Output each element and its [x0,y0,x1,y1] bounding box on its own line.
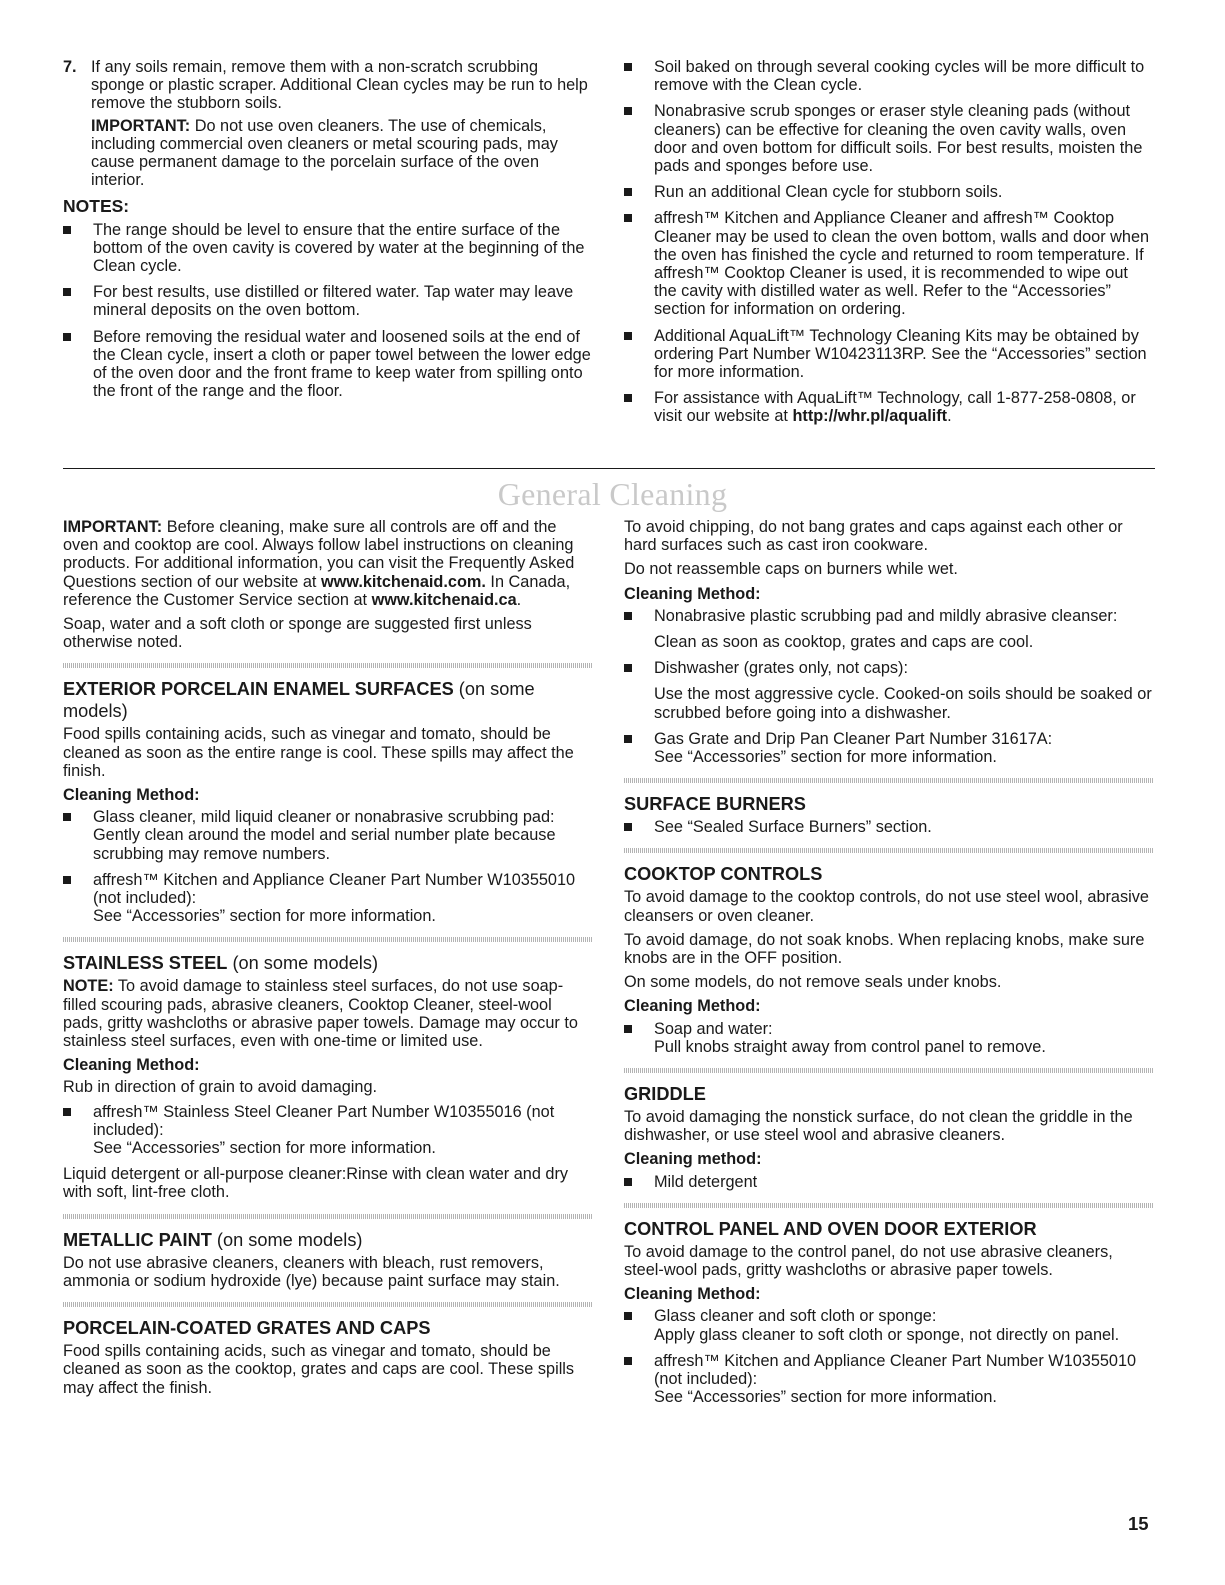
section-title: General Cleaning [497,476,728,512]
liquid-line: Rinse with clean water and dry with soft, lint-free cloth. [63,1165,569,1202]
controls-text: To avoid damage to the cooktop controls, do not use steel wool, abrasive cleansers or oven cleaner. [624,888,1149,925]
bullet-icon [624,188,632,196]
list-item [63,808,593,863]
intro-text: In Canada, reference the Customer Service section at [63,572,571,609]
bottom-right-column [624,518,1154,1415]
step-text: If any soils remain, remove them with a non-scratch scrubbing sponge or plastic scraper. Additional Clean cycles may be run to help remove the stubborn soils. [91,58,588,113]
intro-label: IMPORTANT: [63,518,163,536]
panel-text: To avoid damage to the control panel, do not use abrasive cleaners, steel-wool pads, gritty washcloths or abrasive paper towels. [624,1242,1113,1280]
section-divider [63,468,1155,469]
aqualift-link[interactable]: http://whr.pl/aqualift [792,407,948,426]
griddle-text: To avoid damaging the nonstick surface, do not clean the griddle in the dishwasher, or use steel wool and abrasive cleaners. [624,1108,1133,1145]
metallic-text: Do not use abrasive cleaners, cleaners with bleach, rust removers, ammonia or sodium hydroxide (lye) because paint surface may stain. [63,1253,560,1290]
stainless-note [63,977,593,1050]
chip-text: To avoid chipping, do not bang grates and caps against each other or hard surfaces such as cast iron cookware. [624,518,1123,555]
important-note [91,117,593,190]
bullet-icon [63,333,71,341]
bullet-icon [624,332,632,340]
controls-list [624,1020,1154,1056]
controls-text: On some models, do not remove seals under knobs. [624,973,1002,992]
item-line: Apply glass cleaner to soft cloth or sponge, not directly on panel. [654,1325,1120,1344]
list-item [624,102,1154,175]
important-text: Do not use oven cleaners. The use of chemicals, including commercial oven cleaners or metal scouring pads, may cause permanent damage to the porcelain surface of the oven interior. [91,116,558,190]
item-line: affresh™ Kitchen and Appliance Cleaner Part Number W10355010 (not included): [93,870,576,908]
list-item [624,607,1154,651]
intro-text: Before cleaning, make sure all controls are off and the oven and cooktop are cool. Always follow label instructions on cleaning products. For additional information, you can visit the Frequently Asked Questions section of our website at [63,518,575,591]
soap-paragraph: Soap, water and a soft cloth or sponge are suggested first unless otherwise noted. [63,615,532,652]
liquid-text [63,1165,593,1201]
heading-note: (on some models) [227,953,378,974]
separator [63,663,593,668]
page-number: 15 [1128,1513,1149,1534]
item-line: Soap and water: [654,1019,773,1038]
heading-text: METALLIC PAINT [63,1229,212,1250]
item-line: See “Sealed Surface Burners” section. [654,818,932,837]
bullet-icon [624,1312,632,1320]
step-number: 7. [63,58,77,76]
list-item [624,1020,1154,1056]
item-line: Pull knobs straight away from control panel to remove. [654,1037,1046,1056]
item-line: Use the most aggressive cycle. Cooked-on soils should be soaked or scrubbed before going into a dishwasher. [654,685,1152,722]
top-right-column [624,58,1154,434]
list-item [624,730,1154,766]
list-item [624,1352,1154,1407]
item-line: Nonabrasive plastic scrubbing pad and mildly abrasive cleanser: [654,606,1118,625]
item-line: Gas Grate and Drip Pan Cleaner Part Number 31617A: [654,729,1053,748]
grates-heading: PORCELAIN-COATED GRATES AND CAPS [63,1318,431,1339]
item-line: See “Accessories” section for more information. [93,1139,436,1158]
separator [624,778,1154,783]
exterior-heading [63,678,593,722]
bullet-icon [624,1357,632,1365]
important-label: IMPORTANT: [91,116,191,135]
item-line: See “Accessories” section for more information. [93,907,436,926]
griddle-heading: GRIDDLE [624,1084,706,1105]
intro-text: . [516,590,522,609]
rub-text: Rub in direction of grain to avoid damaging. [63,1078,378,1097]
kitchenaid-link[interactable]: www.kitchenaid.com. [320,572,486,591]
heading-note: (on some models) [63,679,535,722]
notes-heading: NOTES: [63,196,130,217]
item-line: Glass cleaner and soft cloth or sponge: [654,1307,937,1326]
heading-text: EXTERIOR PORCELAIN ENAMEL SURFACES [63,679,454,700]
reassemble-text: Do not reassemble caps on burners while wet. [624,560,958,579]
griddle-list [624,1173,1154,1191]
bullet-icon [624,612,632,620]
notes-list [63,221,593,401]
liquid-line: Liquid detergent or all-purpose cleaner: [63,1165,347,1184]
stainless-list [63,1103,593,1158]
tips-list [624,58,1154,426]
metallic-heading [63,1229,593,1251]
method-label: Cleaning Method: [63,786,200,805]
bullet-icon [63,226,71,234]
top-left-column [63,58,593,408]
intro-paragraph [63,518,593,609]
bullet-icon [624,107,632,115]
method-label: Cleaning method: [624,1150,762,1169]
bottom-left-column [63,518,593,1403]
tip-text: For assistance with AquaLift™ Technology, call 1-877-258-0808, or visit our website at [654,389,1136,426]
controls-heading: COOKTOP CONTROLS [624,864,823,885]
note-text: For best results, use distilled or filtered water. Tap water may leave mineral deposits on the oven bottom. [93,283,574,320]
item-line: Dishwasher (grates only, not caps): [654,659,908,678]
tip-text: Additional AquaLift™ Technology Cleaning Kits may be obtained by ordering Part Number W10423113RP. See the “Accessories” section for more information. [654,326,1147,382]
list-item [63,328,593,401]
panel-list [624,1307,1154,1406]
bullet-icon [624,394,632,402]
separator [624,1203,1154,1208]
list-item [63,871,593,926]
note-text: Before removing the residual water and loosened soils at the end of the Clean cycle, insert a cloth or paper towel between the lower edge of the oven door and the front frame to keep water from spilling onto the front of the range and the floor. [93,327,591,401]
note-text: To avoid damage to stainless steel surfaces, do not use soap-filled scouring pads, abrasive cleaners, Cooktop Cleaner, steel-wool pads, gritty washcloths or abrasive paper towels. Damage may occur to stainless steel surfaces, even with one-time or limited use. [63,977,578,1051]
list-item [624,58,1154,94]
exterior-list [63,808,593,925]
panel-heading: CONTROL PANEL AND OVEN DOOR EXTERIOR [624,1218,1037,1239]
bullet-icon [624,1025,632,1033]
bullet-icon [63,813,71,821]
bullet-icon [63,1108,71,1116]
exterior-text: Food spills containing acids, such as vinegar and tomato, should be cleaned as soon as the entire range is cool. These spills may affect the finish. [63,725,574,780]
tip-text: Soil baked on through several cooking cycles will be more difficult to remove with the Clean cycle. [654,58,1145,95]
list-item [63,221,593,276]
burners-heading: SURFACE BURNERS [624,794,806,815]
bullet-icon [63,876,71,884]
item-line: Glass cleaner, mild liquid cleaner or nonabrasive scrubbing pad: [93,808,555,827]
stainless-heading [63,952,593,974]
item-line: Clean as soon as cooktop, grates and caps are cool. [654,633,1034,652]
list-item [624,327,1154,382]
note-text: The range should be level to ensure that the entire surface of the bottom of the oven cavity is covered by water at the beginning of the Clean cycle. [93,220,585,276]
heading-note: (on some models) [211,1229,363,1250]
separator [63,1214,593,1219]
item-line: See “Accessories” section for more information. [654,1388,997,1407]
step-7 [63,58,593,189]
separator [624,1068,1154,1073]
heading-text: STAINLESS STEEL [63,953,228,974]
kitchenaid-ca-link[interactable]: www.kitchenaid.ca [371,590,517,609]
burners-list [624,818,1154,836]
method-label: Cleaning Method: [624,997,761,1016]
list-item [624,659,1154,722]
bullet-icon [624,1178,632,1186]
list-item [624,1307,1154,1343]
bullet-icon [624,664,632,672]
list-item [624,1173,1154,1191]
separator [624,848,1154,853]
item-line: See “Accessories” section for more information. [654,748,997,767]
item-line: Gently clean around the model and serial number plate because scrubbing may remove numbers. [93,826,556,863]
tip-text: Nonabrasive scrub sponges or eraser style cleaning pads (without cleaners) can be effective for cleaning the oven cavity walls, oven door and oven bottom for difficult soils. For best results, moisten the pads and sponges before use. [654,102,1143,176]
tip-text: Run an additional Clean cycle for stubborn soils. [654,183,1003,202]
bullet-icon [624,823,632,831]
separator [63,1302,593,1307]
bullet-icon [624,214,632,222]
tip-end: . [947,407,952,426]
bullet-icon [624,735,632,743]
list-item [63,1103,593,1158]
item-line: affresh™ Stainless Steel Cleaner Part Number W10355016 (not included): [93,1102,555,1139]
method-label: Cleaning Method: [624,584,761,603]
item-line: Mild detergent [654,1172,758,1191]
method-label: Cleaning Method: [63,1056,200,1075]
separator [63,937,593,942]
list-item [63,283,593,319]
list-item [624,389,1154,425]
bullet-icon [63,288,71,296]
list-item [624,209,1154,318]
list-item [624,818,1154,836]
grates-list [624,607,1154,766]
note-label: NOTE: [63,977,114,996]
list-item [624,183,1154,201]
grates-text: Food spills containing acids, such as vinegar and tomato, should be cleaned as soon as the cooktop, grates and caps are cool. These spills may affect the finish. [63,1342,575,1397]
tip-text: affresh™ Kitchen and Appliance Cleaner and affresh™ Cooktop Cleaner may be used to clean the oven bottom, walls and door when the oven has finished the cycle and returned to room temperature. If affresh™ Cooktop Cleaner is used, it is recommended to wipe out the cavity with distilled water as well. Refer to the “Accessories” section for information on ordering. [654,209,1150,319]
controls-text: To avoid damage, do not soak knobs. When replacing knobs, make sure knobs are in the OFF position. [624,930,1145,968]
bullet-icon [624,63,632,71]
item-line: affresh™ Kitchen and Appliance Cleaner Part Number W10355010 (not included): [654,1351,1137,1389]
method-label: Cleaning Method: [624,1285,761,1304]
